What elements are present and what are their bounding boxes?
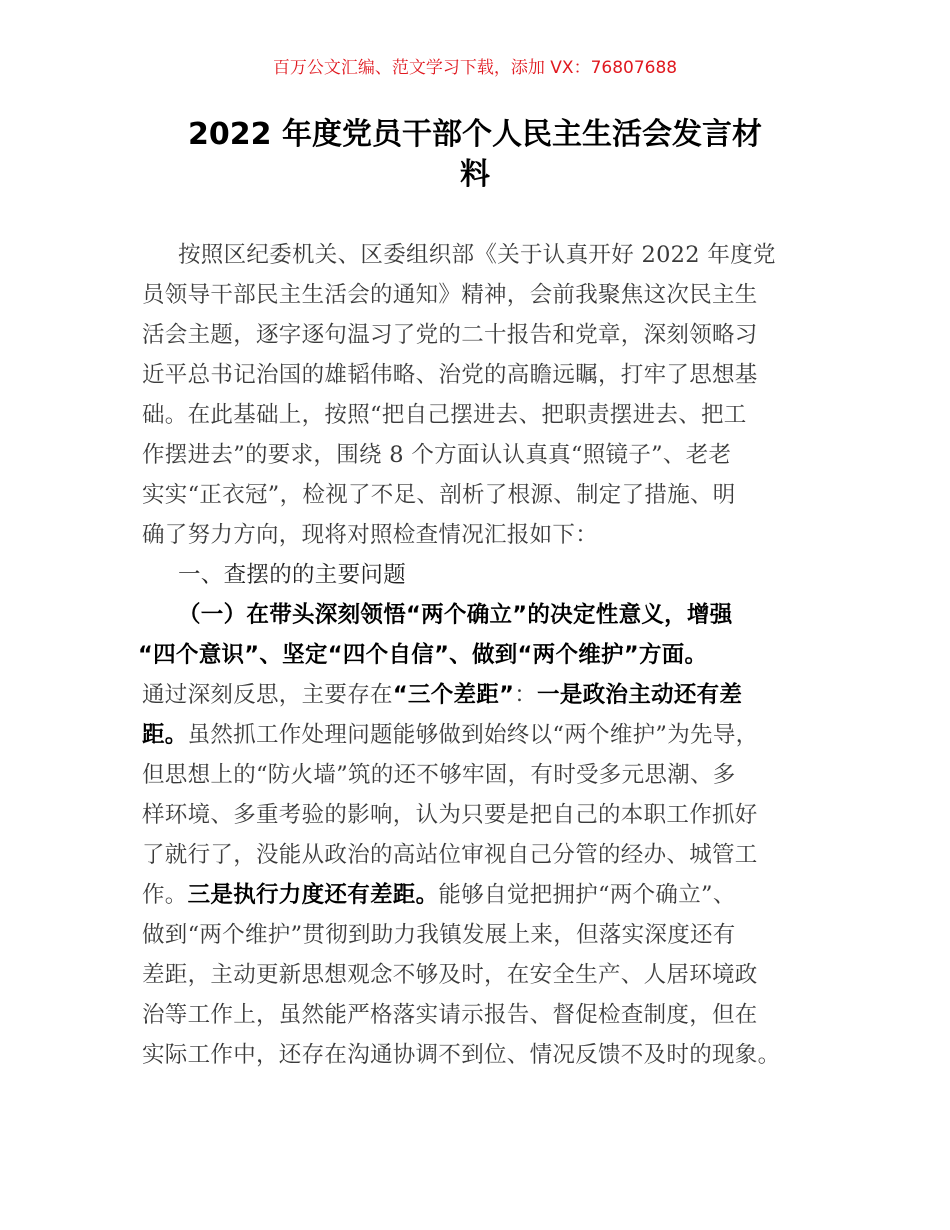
paragraph-line: 治等工作上，虽然能严格落实请示报告、督促检查制度，但在 (142, 1002, 758, 1028)
watermark-banner: 百万公文汇编、范文学习下载，添加 VX：76807688 (272, 58, 678, 78)
paragraph-line: 按照区纪委机关、区委组织部《关于认真开好 2022 年度党 (178, 242, 776, 268)
paragraph-line: 活会主题，逐字逐句温习了党的二十报告和党章，深刻领略习 (142, 322, 758, 348)
paragraph-line: 差距，主动更新思想观念不够及时，在安全生产、人居环境政 (142, 962, 758, 988)
paragraph-line: 确了努力方向，现将对照检查情况汇报如下： (142, 522, 599, 548)
paragraph-line: 实际工作中，还存在沟通协调不到位、情况反馈不及时的现象。 (142, 1042, 781, 1068)
paragraph-line: 员领导干部民主生活会的通知》精神，会前我聚焦这次民主生 (142, 282, 758, 308)
text-run: 虽然抓工作处理问题能够做到始终以“两个维护”为先导， (187, 722, 759, 748)
text-run: ： (514, 682, 538, 708)
paragraph-line: 实实“正衣冠”，检视了不足、剖析了根源、制定了措施、明 (142, 482, 736, 508)
paragraph-line: 作摆进去”的要求，围绕 8 个方面认认真真“照镜子”、老老 (142, 442, 732, 468)
text-run: 能够自觉把拥护“两个确立”、 (438, 882, 736, 908)
text-run: 通过深刻反思，主要存在 (142, 682, 393, 708)
document-title-line-2: 料 (460, 157, 490, 192)
paragraph-line (142, 719, 822, 751)
bold-text-run: 一是政治主动还有差 (537, 682, 743, 708)
text-run: 作。 (142, 882, 188, 908)
bold-text-run: 三是执行力度还有差距。 (187, 882, 439, 908)
bold-text-run: “三个差距” (392, 682, 515, 708)
paragraph-line: 近平总书记治国的雄韬伟略、治党的高瞻远瞩，打牢了思想基 (142, 362, 758, 388)
paragraph-line: 础。在此基础上，按照“把自己摆进去、把职责摆进去、把工 (142, 402, 747, 428)
bold-text-run: 距。 (142, 722, 188, 748)
paragraph-line: 但思想上的“防火墙”筑的还不够牢固，有时受多元思潮、多 (142, 762, 736, 788)
paragraph-line: 做到“两个维护”贯彻到助力我镇发展上来，但落实深度还有 (142, 922, 736, 948)
paragraph-line (142, 879, 822, 911)
section-heading: 一、查摆的的主要问题 (178, 562, 407, 588)
subsection-heading-line-1: （一）在带头深刻领悟“两个确立”的决定性意义，增强 (178, 602, 733, 628)
paragraph-line (142, 679, 822, 711)
paragraph-line: 了就行了，没能从政治的高站位审视自己分管的经办、城管工 (142, 842, 758, 868)
paragraph-line: 样环境、多重考验的影响，认为只要是把自己的本职工作抓好 (142, 802, 758, 828)
subsection-heading-line-2: “四个意识”、坚定“四个自信”、做到“两个维护”方面。 (138, 642, 708, 668)
document-title-line-1: 2022 年度党员干部个人民主生活会发言材 (188, 117, 762, 152)
